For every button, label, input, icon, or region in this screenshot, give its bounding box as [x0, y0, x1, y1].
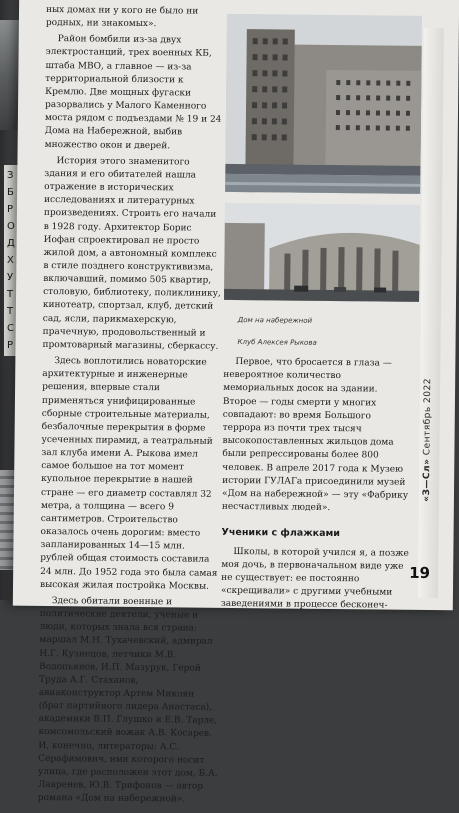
photo-caption-club: Клуб Алексея Рыкова — [237, 338, 317, 347]
adjacent-char: Р — [7, 204, 14, 215]
adjacent-char: Д — [7, 238, 15, 249]
article-paragraph: Район бомбили из-за двух электростанций, трех военных КБ, штаба МВО, а главное — из-за территориальной близости к Кремлю. Две мощных фугаски разорвались у Малого Каменного моста рядом с подъездами № 19 и 24 Дома на Набережной, выбив множество окон и дверей. — [44, 34, 222, 151]
article-paragraph: Школы, в которой учился я, а позже моя дочь, в первоначальном виде уже не существует: ее постоянно «скрещивали» с другими учебными заведениями в процессе бесконеч- — [220, 546, 409, 612]
adjacent-char: Р — [7, 340, 14, 351]
adjacent-char: З — [7, 170, 14, 181]
house-on-embankment-photo — [225, 14, 422, 194]
building-photo-illustration — [225, 14, 422, 194]
article-paragraph: Здесь обитали военные и политические деятели, ученые и люди, которых знала вся страна: маршал М.Н. Тухачевский, адмирал Н.Г. Кузнецов, летчики М.В. Водопьянов, И.П. Мазурук, Герой Труда А.Г. Стаханов, авиаконструктор Артем Микоян (брат партийного лидера Анастаса), академики В.П. Глушко и Е.В. Тарле, комсомольский вожак А.В. Косарев. И, конечно, литераторы: А.С. Серафимович, имя которого носит улица, где расположен этот дом, Б.А. Лавренев, Ю.В. Трифонов — автор романа «Дом на набережной». — [37, 595, 218, 805]
section-subheading: Ученики с флажками — [221, 527, 341, 540]
adjacent-char: Т — [7, 306, 14, 317]
adjacent-char: У — [7, 272, 14, 283]
article-right-column — [221, 356, 412, 617]
magazine-running-label — [422, 378, 433, 502]
article-paragraph: Здесь воплотились новаторские архитектурные и инженерные решения, впервые стали применяться унифицированные сборные строительные материалы, безбалочные перекрытия в форме усеченных пирамид, а театральный зал клуба имени А. Рыкова имел самое большое на тот момент купольное перекрытие в нашей стране — его диаметр составлял 32 метра, а толщина — всего 9 сантиметров. Строительство оказалось очень дорогим: вместо запланированных 14—15 млн. рублей общая стоимость составила 24 млн. До 1952 года это была самая высокая жилая постройка Москвы. — [39, 356, 218, 592]
adjacent-char: Т — [7, 289, 14, 300]
page-number: 19 — [409, 563, 431, 583]
article-left-column — [38, 4, 226, 810]
article-paragraph: ных домах ни у кого не было ни родных, ни знакомых». — [45, 4, 199, 30]
magazine-page — [13, 0, 459, 805]
article-paragraph: История этого знаменитого здания и его обитателей нашла отражение в исторических исследованиях и литературных произведениях. Строить его начали в 1928 году. Архитектор Борис Иофан спроектировал не просто жилой дом, а автономный комплекс в стиле позднего конструктивизма, включавший, помимо 505 квартир, столовую, библиотеку, поликлинику, кинотеатр, спортзал, клуб, детский сад, ясли, парикмахерскую, прачечную, продовольственный и промтоварный магазины, сберкассу. — [42, 155, 221, 352]
rykov-club-photo — [224, 203, 420, 302]
adjacent-char: О — [7, 221, 15, 232]
adjacent-char: Х — [7, 255, 14, 266]
page-edge-strip — [418, 28, 444, 598]
issue-date: Сентябрь 2022 — [422, 377, 434, 456]
adjacent-char: С — [7, 323, 14, 334]
article-paragraph: Первое, что бросается в глаза — невероятное количество мемориальных досок на здании. Второе — годы смерти у многих совпадают: во время Большого террора из почти трех тысяч высокопоставленных жильцов дома были репрессированы более 800 человек. В апреле 2017 года к Музею истории ГУЛАГа присоединили музей «Дом на набережной» — эту «Фабрику несчастливых людей». — [221, 356, 409, 514]
adjacent-char: Б — [7, 187, 14, 198]
magazine-name: «З—Сл» — [421, 458, 433, 502]
photo-caption-house: Дом на набережной — [237, 316, 313, 325]
club-photo-illustration — [224, 203, 420, 302]
